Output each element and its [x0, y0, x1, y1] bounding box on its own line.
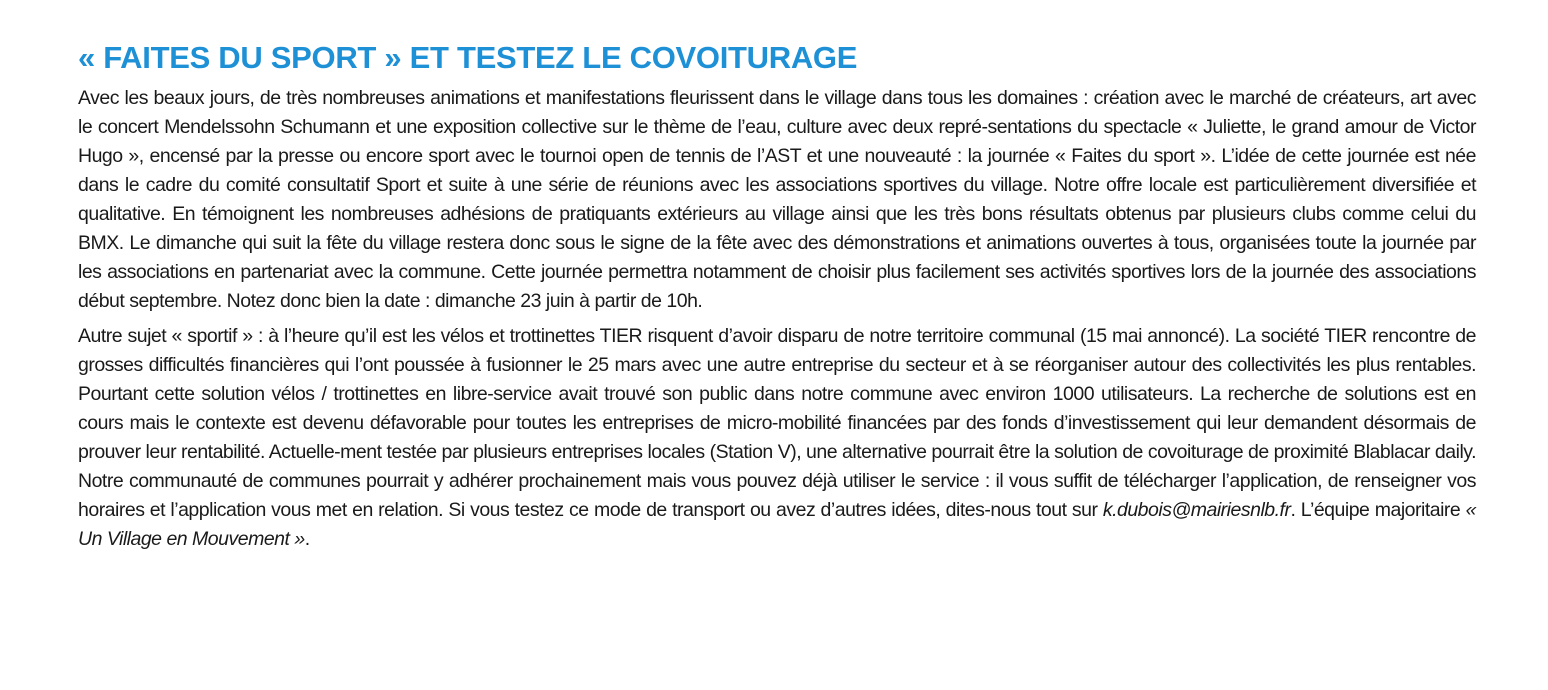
article-paragraph-2	[78, 322, 1476, 554]
article-paragraph-1: Avec les beaux jours, de très nombreuses animations et manifestations fleurissent dans le village dans tous les domaines : création avec le marché de créateurs, art avec le concert Mendelssohn Schumann et une exposition collective sur le thème de l’eau, culture avec deux repré-sentations du spectacle « Juliette, le grand amour de Victor Hugo », encensé par la presse ou encore sport avec le tournoi open de tennis de l’AST et une nouveauté : la journée « Faites du sport ». L’idée de cette journée est née dans le cadre du comité consultatif Sport et suite à une série de réunions avec les associations sportives du village. Notre offre locale est particulièrement diversifiée et qualitative. En témoignent les nombreuses adhésions de pratiquants extérieurs au village ainsi que les très bons résultats obtenus par plusieurs clubs comme celui du BMX. Le dimanche qui suit la fête du village restera donc sous le signe de la fête avec des démonstrations et animations ouvertes à tous, organisées toute la journée par les associations en partenariat avec la commune. Cette journée permettra notamment de choisir plus facilement ses activités sportives lors de la journée des associations début septembre. Notez donc bien la date : dimanche 23 juin à partir de 10h.	[78, 87, 1476, 312]
team-name: « Un Village en Mouvement »	[78, 499, 1476, 550]
article-title: « FAITES DU SPORT » ET TESTEZ LE COVOITURAGE	[78, 40, 858, 75]
paragraph-2-text: Autre sujet « sportif » : à l’heure qu’il est les vélos et trottinettes TIER risquent d’avoir disparu de notre territoire communal (15 mai annoncé). La société TIER rencontre de grosses difficultés financières qui l’ont poussée à fusionner le 25 mars avec une autre entreprise du secteur et à se réorganiser autour des collectivités les plus rentables. Pourtant cette solution vélos / trottinettes en libre-service avait trouvé son public dans notre commune avec environ 1000 utilisateurs. La recherche de solutions est en cours mais le contexte est devenu défavorable pour toutes les entreprises de micro-mobilité financées par des fonds d’investissement qui leur demandent désormais de prouver leur rentabilité. Actuelle-ment testée par plusieurs entreprises locales (Station V), une alternative pourrait être la solution de covoiturage de proximité Blablacar daily. Notre communauté de communes pourrait y adhérer prochainement mais vous pouvez déjà utiliser le service : il vous suffit de télécharger l’application, de renseigner vos horaires et l’application vous met en relation. Si vous testez ce mode de transport ou avez d’autres idées, dites-nous tout sur	[78, 325, 1476, 521]
signature-prefix: . L’équipe majoritaire	[1290, 499, 1466, 521]
article	[78, 38, 1476, 560]
final-period: .	[304, 528, 310, 550]
contact-email: k.dubois@mairiesnlb.fr	[1102, 499, 1291, 521]
